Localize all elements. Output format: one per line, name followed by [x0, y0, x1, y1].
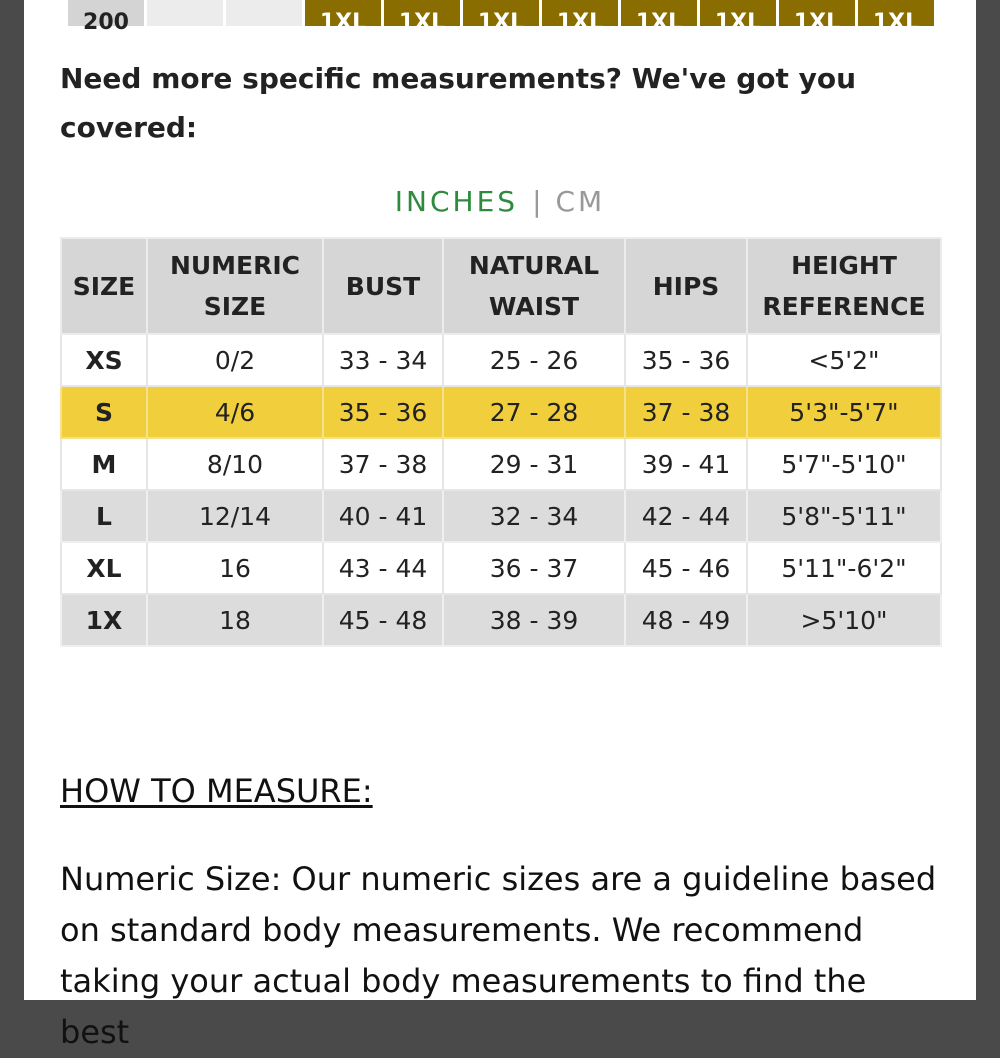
- cell-bust: 40 - 41: [323, 490, 443, 542]
- table-row: [61, 542, 941, 594]
- size-chart-table: [60, 237, 942, 647]
- table-cell: [226, 0, 302, 26]
- table-cell: 1XL: [463, 0, 539, 26]
- intro-heading: Need more specific measurements? We've got you covered:: [60, 62, 857, 144]
- cell-height-reference: 5'7"-5'10": [747, 438, 941, 490]
- previous-table-row: [68, 0, 934, 35]
- cell-height-reference: 5'3"-5'7": [747, 386, 941, 438]
- cell-natural-waist: 32 - 34: [443, 490, 625, 542]
- unit-separator: |: [532, 185, 542, 218]
- cell-natural-waist: 25 - 26: [443, 334, 625, 386]
- cell-bust: 33 - 34: [323, 334, 443, 386]
- cell-size: XL: [61, 542, 147, 594]
- table-row: [61, 594, 941, 646]
- header-height-reference: HEIGHT REFERENCE: [747, 238, 941, 334]
- unit-toggle: [24, 185, 976, 218]
- cell-hips: 35 - 36: [625, 334, 747, 386]
- cell-hips: 39 - 41: [625, 438, 747, 490]
- table-row: [61, 490, 941, 542]
- cell-numeric-size: 16: [147, 542, 323, 594]
- size-guide-panel: [24, 0, 976, 1051]
- table-cell: 1XL: [858, 0, 934, 26]
- inches-toggle[interactable]: INCHES: [394, 185, 519, 218]
- cell-bust: 35 - 36: [323, 386, 443, 438]
- header-numeric-size: NUMERIC SIZE: [147, 238, 323, 334]
- table-cell: 1XL: [700, 0, 776, 26]
- cell-bust: 37 - 38: [323, 438, 443, 490]
- cell-natural-waist: 29 - 31: [443, 438, 625, 490]
- cm-toggle[interactable]: CM: [555, 185, 606, 218]
- cell-size: XS: [61, 334, 147, 386]
- cell-hips: 42 - 44: [625, 490, 747, 542]
- cell-numeric-size: 8/10: [147, 438, 323, 490]
- cell-bust: 43 - 44: [323, 542, 443, 594]
- cell-hips: 37 - 38: [625, 386, 747, 438]
- table-cell: 200: [68, 0, 144, 26]
- cell-bust: 45 - 48: [323, 594, 443, 646]
- table-cell: [147, 0, 223, 26]
- how-to-measure-heading: HOW TO MEASURE:: [60, 772, 373, 810]
- cell-height-reference: 5'11"-6'2": [747, 542, 941, 594]
- table-row: [61, 334, 941, 386]
- cell-size: L: [61, 490, 147, 542]
- cell-numeric-size: 4/6: [147, 386, 323, 438]
- table-cell: 1XL: [621, 0, 697, 26]
- table-header-row: [61, 238, 941, 334]
- table-cell: 1XL: [542, 0, 618, 26]
- cell-height-reference: 5'8"-5'11": [747, 490, 941, 542]
- cell-size: S: [61, 386, 147, 438]
- table-cell: 1XL: [779, 0, 855, 26]
- cell-hips: 45 - 46: [625, 542, 747, 594]
- table-cell: 1XL: [305, 0, 381, 26]
- table-row: [61, 438, 941, 490]
- header-bust: BUST: [323, 238, 443, 334]
- cell-natural-waist: 38 - 39: [443, 594, 625, 646]
- cell-natural-waist: 36 - 37: [443, 542, 625, 594]
- cell-numeric-size: 18: [147, 594, 323, 646]
- cell-size: 1X: [61, 594, 147, 646]
- cell-natural-waist: 27 - 28: [443, 386, 625, 438]
- cell-height-reference: <5'2": [747, 334, 941, 386]
- header-natural-waist: NATURAL WAIST: [443, 238, 625, 334]
- table-row-highlighted: [61, 386, 941, 438]
- header-hips: HIPS: [625, 238, 747, 334]
- cell-size: M: [61, 438, 147, 490]
- cell-hips: 48 - 49: [625, 594, 747, 646]
- how-to-measure-text: Numeric Size: Our numeric sizes are a guideline based on standard body measurements. We recommend taking your actual body measurements to find the best: [60, 860, 937, 1051]
- header-size: SIZE: [61, 238, 147, 334]
- table-cell: 1XL: [384, 0, 460, 26]
- cell-numeric-size: 12/14: [147, 490, 323, 542]
- cell-numeric-size: 0/2: [147, 334, 323, 386]
- cell-height-reference: >5'10": [747, 594, 941, 646]
